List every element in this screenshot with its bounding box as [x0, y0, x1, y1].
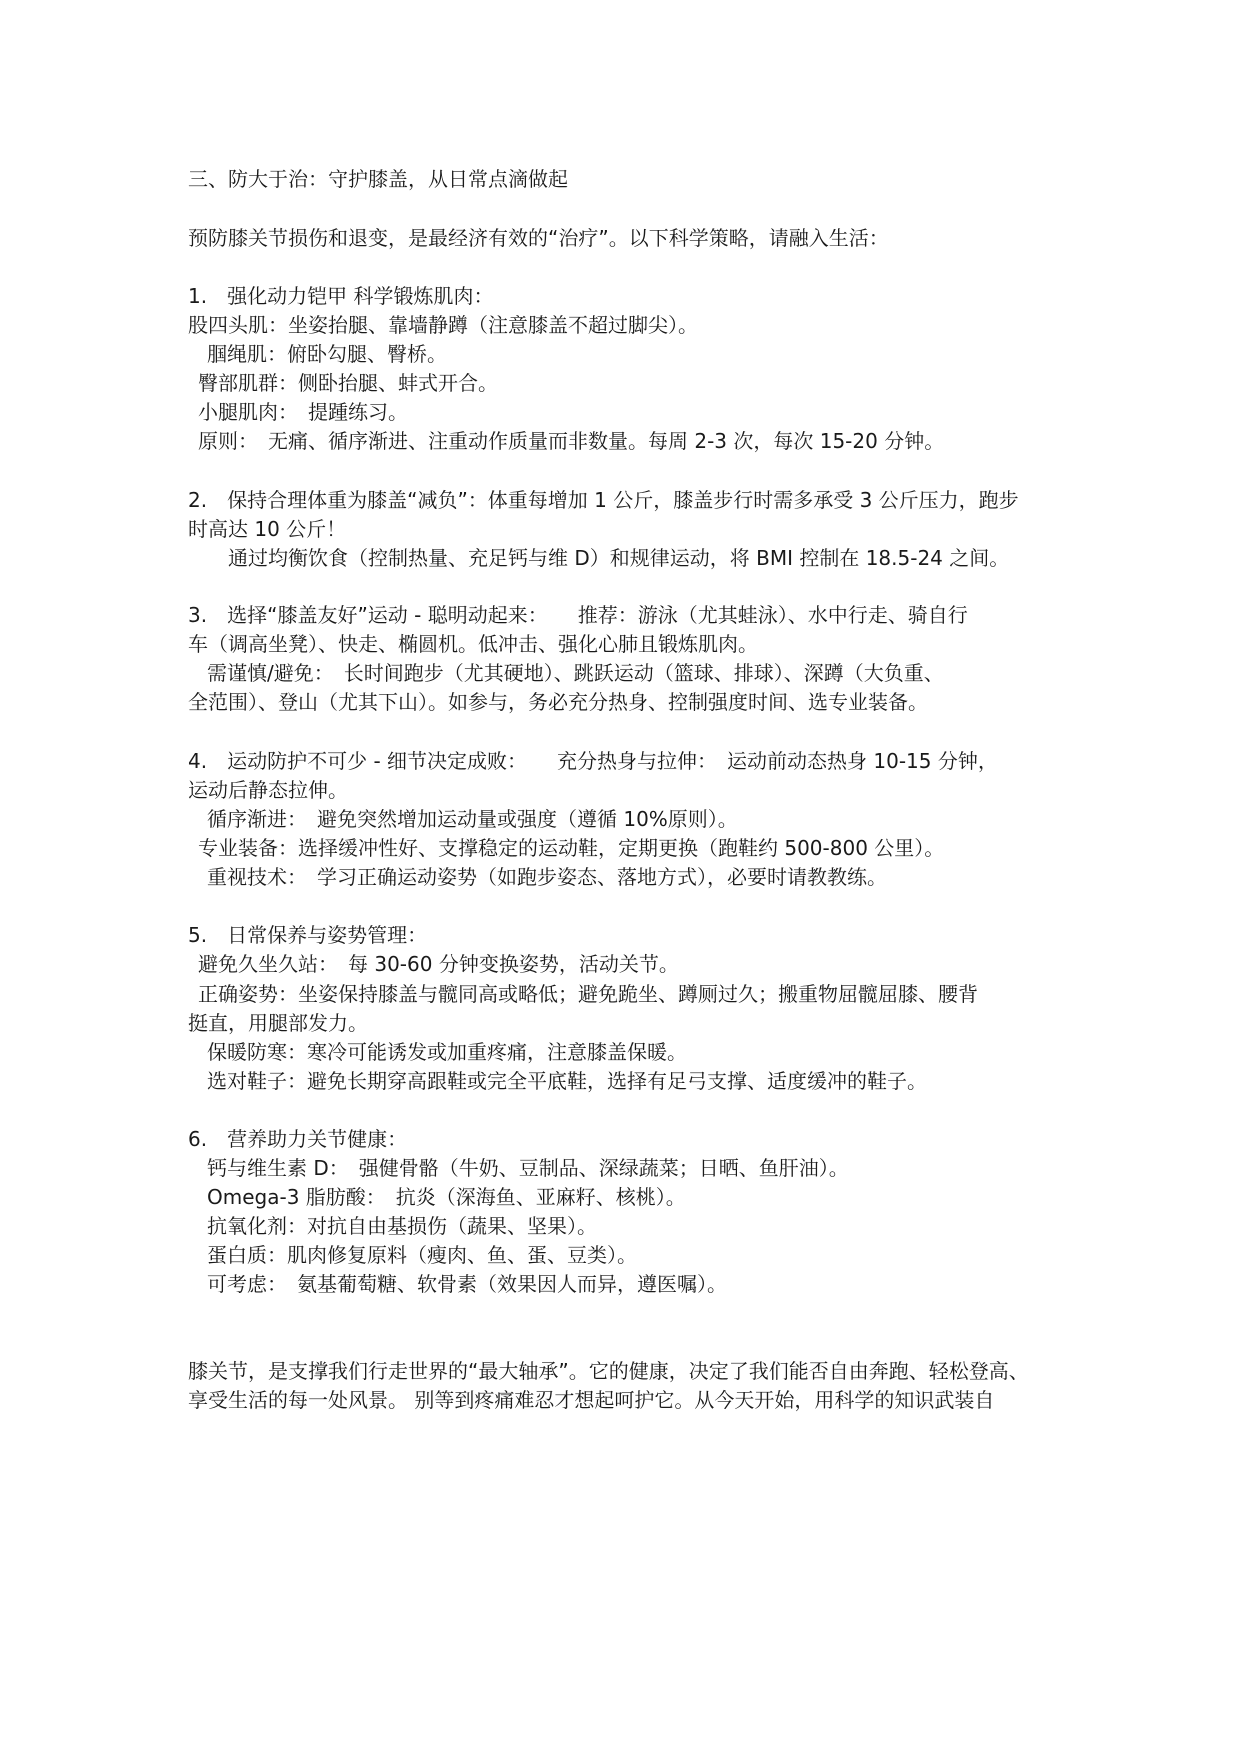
item-3-line: 全范围）、登山（尤其下山）。如参与，务必充分热身、控制强度时间、选专业装备。: [188, 690, 928, 714]
closing-paragraph-line: 膝关节，是支撑我们行走世界的“最大轴承”。它的健康，决定了我们能否自由奔跑、轻松登高、: [188, 1359, 1029, 1383]
item-3-line: 需谨慎/避免： 长时间跑步（尤其硬地）、跳跃运动（篮球、排球）、深蹲（大负重、: [207, 661, 944, 685]
item-6-line: 蛋白质：肌肉修复原料（瘦肉、鱼、蛋、豆类）。: [207, 1243, 637, 1267]
item-4-line: 重视技术： 学习正确运动姿势（如跑步姿态、落地方式），必要时请教教练。: [207, 865, 887, 889]
item-4-line: 专业装备：选择缓冲性好、支撑稳定的运动鞋，定期更换（跑鞋约 500-800 公里）。: [198, 836, 945, 860]
item-6-line: Omega-3 脂肪酸： 抗炎（深海鱼、亚麻籽、核桃）。: [207, 1185, 686, 1209]
item-3-line: 车（调高坐凳）、快走、椭圆机。低冲击、强化心肺且锻炼肌肉。: [188, 632, 758, 656]
item-5-line: 正确姿势：坐姿保持膝盖与髋同高或略低；避免跪坐、蹲厕过久；搬重物屈髋屈膝、腰背: [198, 982, 978, 1006]
intro-paragraph: 预防膝关节损伤和退变，是最经济有效的“治疗”。以下科学策略，请融入生活：: [188, 226, 889, 250]
item-1-heading: 1. 强化动力铠甲 科学锻炼肌肉：: [188, 284, 494, 308]
section-heading: 三、防大于治：守护膝盖，从日常点滴做起: [188, 167, 568, 191]
item-5-line: 避免久坐久站： 每 30-60 分钟变换姿势，活动关节。: [198, 952, 679, 976]
item-3-heading: 3. 选择“膝盖友好”运动 - 聪明动起来： 推荐：游泳（尤其蛙泳）、水中行走、骑自行: [188, 603, 968, 627]
item-4-line: 运动后静态拉伸。: [188, 778, 348, 802]
item-2-line: 时高达 10 公斤！: [188, 517, 347, 541]
item-6-line: 钙与维生素 D： 强健骨骼（牛奶、豆制品、深绿蔬菜；日晒、鱼肝油）。: [207, 1156, 849, 1180]
item-1-line: 臀部肌群：侧卧抬腿、蚌式开合。: [198, 371, 498, 395]
item-1-line: 小腿肌肉： 提踵练习。: [198, 400, 408, 424]
item-5-line: 选对鞋子：避免长期穿高跟鞋或完全平底鞋，选择有足弓支撑、适度缓冲的鞋子。: [207, 1069, 927, 1093]
item-2-line: 通过均衡饮食（控制热量、充足钙与维 D）和规律运动，将 BMI 控制在 18.5-24 之间。: [228, 546, 1010, 570]
item-4-line: 循序渐进： 避免突然增加运动量或强度（遵循 10%原则）。: [207, 807, 738, 831]
item-2-heading: 2. 保持合理体重为膝盖“减负”：体重每增加 1 公斤，膝盖步行时需多承受 3 公斤压力，跑步: [188, 488, 1019, 512]
item-1-line: 原则： 无痛、循序渐进、注重动作质量而非数量。每周 2-3 次，每次 15-20 分钟。: [198, 429, 945, 453]
item-1-line: 腘绳肌：俯卧勾腿、臀桥。: [207, 342, 447, 366]
item-4-heading: 4. 运动防护不可少 - 细节决定成败： 充分热身与拉伸： 运动前动态热身 10-15 分钟，: [188, 749, 998, 773]
item-1-line: 股四头肌：坐姿抬腿、靠墙静蹲（注意膝盖不超过脚尖）。: [188, 313, 698, 337]
item-6-heading: 6. 营养助力关节健康：: [188, 1127, 408, 1151]
item-5-line: 保暖防寒：寒冷可能诱发或加重疼痛，注意膝盖保暖。: [207, 1040, 687, 1064]
item-6-line: 可考虑： 氨基葡萄糖、软骨素（效果因人而异，遵医嘱）。: [207, 1272, 727, 1296]
item-6-line: 抗氧化剂：对抗自由基损伤（蔬果、坚果）。: [207, 1214, 597, 1238]
closing-paragraph-line: 享受生活的每一处风景。 别等到疼痛难忍才想起呵护它。从今天开始，用科学的知识武装自: [188, 1388, 995, 1412]
item-5-heading: 5. 日常保养与姿势管理：: [188, 923, 428, 947]
item-5-line: 挺直，用腿部发力。: [188, 1011, 368, 1035]
